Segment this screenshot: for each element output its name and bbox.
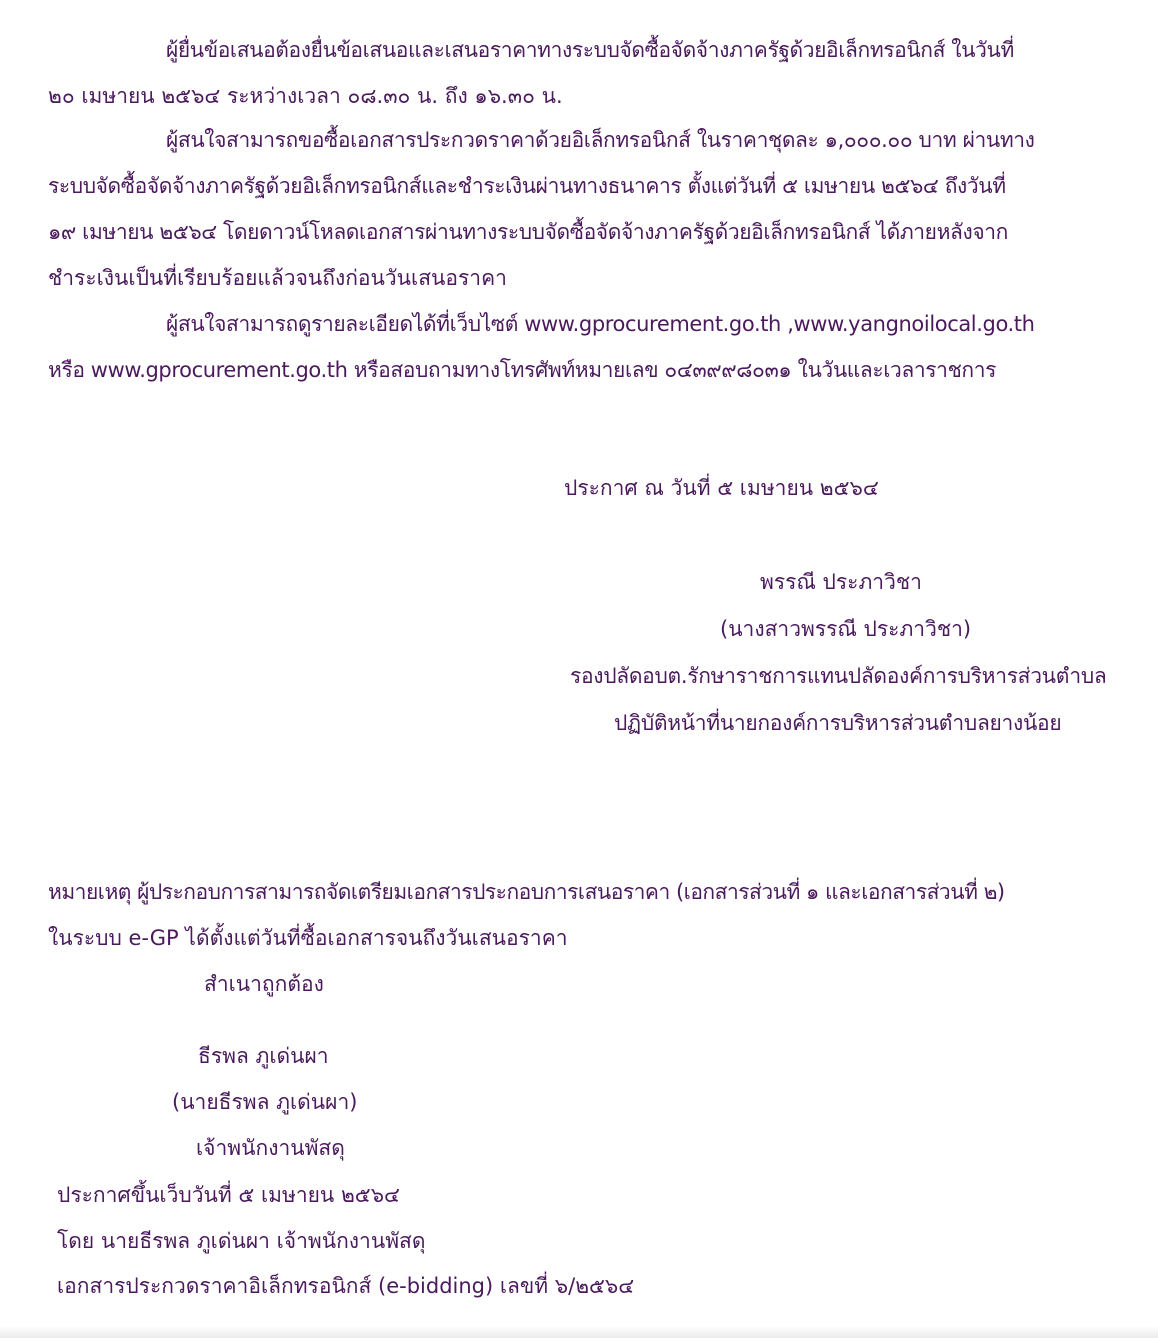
page-bottom-edge bbox=[0, 1326, 1158, 1338]
note-line-2: ในระบบ e-GP ได้ตั้งแต่วันที่ซื้อเอกสารจนถึงวันเสนอราคา bbox=[48, 926, 568, 950]
signer-position-line-1: รองปลัดอบต.รักษาราชการแทนปลัดองค์การบริหารส่วนตำบล bbox=[570, 664, 1107, 688]
signer-full-name: (นางสาวพรรณี ประภาวิชา) bbox=[720, 617, 972, 641]
paragraph-purchase-line-3: ๑๙ เมษายน ๒๕๖๔ โดยดาวน์โหลดเอกสารผ่านทางระบบจัดซื้อจัดจ้างภาครัฐด้วยอิเล็กทรอนิกส์ ได้ภายหลังจาก bbox=[48, 220, 1008, 244]
announcement-date: ประกาศ ณ วันที่ ๕ เมษายน ๒๕๖๔ bbox=[564, 476, 879, 500]
paragraph-purchase-line-1: ผู้สนใจสามารถขอซื้อเอกสารประกวดราคาด้วยอิเล็กทรอนิกส์ ในราคาชุดละ ๑,๐๐๐.๐๐ บาท ผ่านทาง bbox=[166, 128, 1035, 152]
paragraph-contact-line-1: ผู้สนใจสามารถดูรายละเอียดได้ที่เว็บไซต์ www.gprocurement.go.th ,www.yangnoilocal.go.th bbox=[166, 312, 1035, 336]
paragraph-contact-line-2: หรือ www.gprocurement.go.th หรือสอบถามทางโทรศัพท์หมายเลข ๐๔๓๙๙๘๐๓๑ ในวันและเวลาราชการ bbox=[48, 358, 997, 382]
paragraph-submission-line-2: ๒๐ เมษายน ๒๕๖๔ ระหว่างเวลา ๐๘.๓๐ น. ถึง ๑๖.๓๐ น. bbox=[48, 84, 563, 108]
note-line-1: หมายเหตุ ผู้ประกอบการสามารถจัดเตรียมเอกสารประกอบการเสนอราคา (เอกสารส่วนที่ ๑ และเอกสารส่วนที่ ๒) bbox=[48, 880, 1005, 904]
certified-copy-label: สำเนาถูกต้อง bbox=[204, 972, 324, 996]
officer-position: เจ้าพนักงานพัสดุ bbox=[196, 1136, 345, 1160]
posting-date: ประกาศขึ้นเว็บวันที่ ๕ เมษายน ๒๕๖๔ bbox=[57, 1183, 400, 1207]
signer-name: พรรณี ประภาวิชา bbox=[760, 570, 922, 594]
paragraph-purchase-line-2: ระบบจัดซื้อจัดจ้างภาครัฐด้วยอิเล็กทรอนิกส์และชำระเงินผ่านทางธนาคาร ตั้งแต่วันที่ ๕ เมษายน ๒๕๖๔ ถึงวันที่ bbox=[48, 174, 1006, 198]
paragraph-submission-line-1: ผู้ยื่นข้อเสนอต้องยื่นข้อเสนอและเสนอราคาทางระบบจัดซื้อจัดจ้างภาครัฐด้วยอิเล็กทรอนิกส์ ในวันที่ bbox=[166, 38, 1014, 62]
officer-full-name: (นายธีรพล ภูเด่นผา) bbox=[172, 1090, 358, 1114]
bidding-document-number: เอกสารประกวดราคาอิเล็กทรอนิกส์ (e-bidding) เลขที่ ๖/๒๕๖๔ bbox=[57, 1274, 635, 1298]
paragraph-purchase-line-4: ชำระเงินเป็นที่เรียบร้อยแล้วจนถึงก่อนวันเสนอราคา bbox=[48, 266, 507, 290]
officer-name: ธีรพล ภูเด่นผา bbox=[198, 1044, 329, 1068]
posting-by: โดย นายธีรพล ภูเด่นผา เจ้าพนักงานพัสดุ bbox=[57, 1229, 426, 1253]
signer-position-line-2: ปฏิบัติหน้าที่นายกองค์การบริหารส่วนตำบลยางน้อย bbox=[614, 711, 1062, 735]
